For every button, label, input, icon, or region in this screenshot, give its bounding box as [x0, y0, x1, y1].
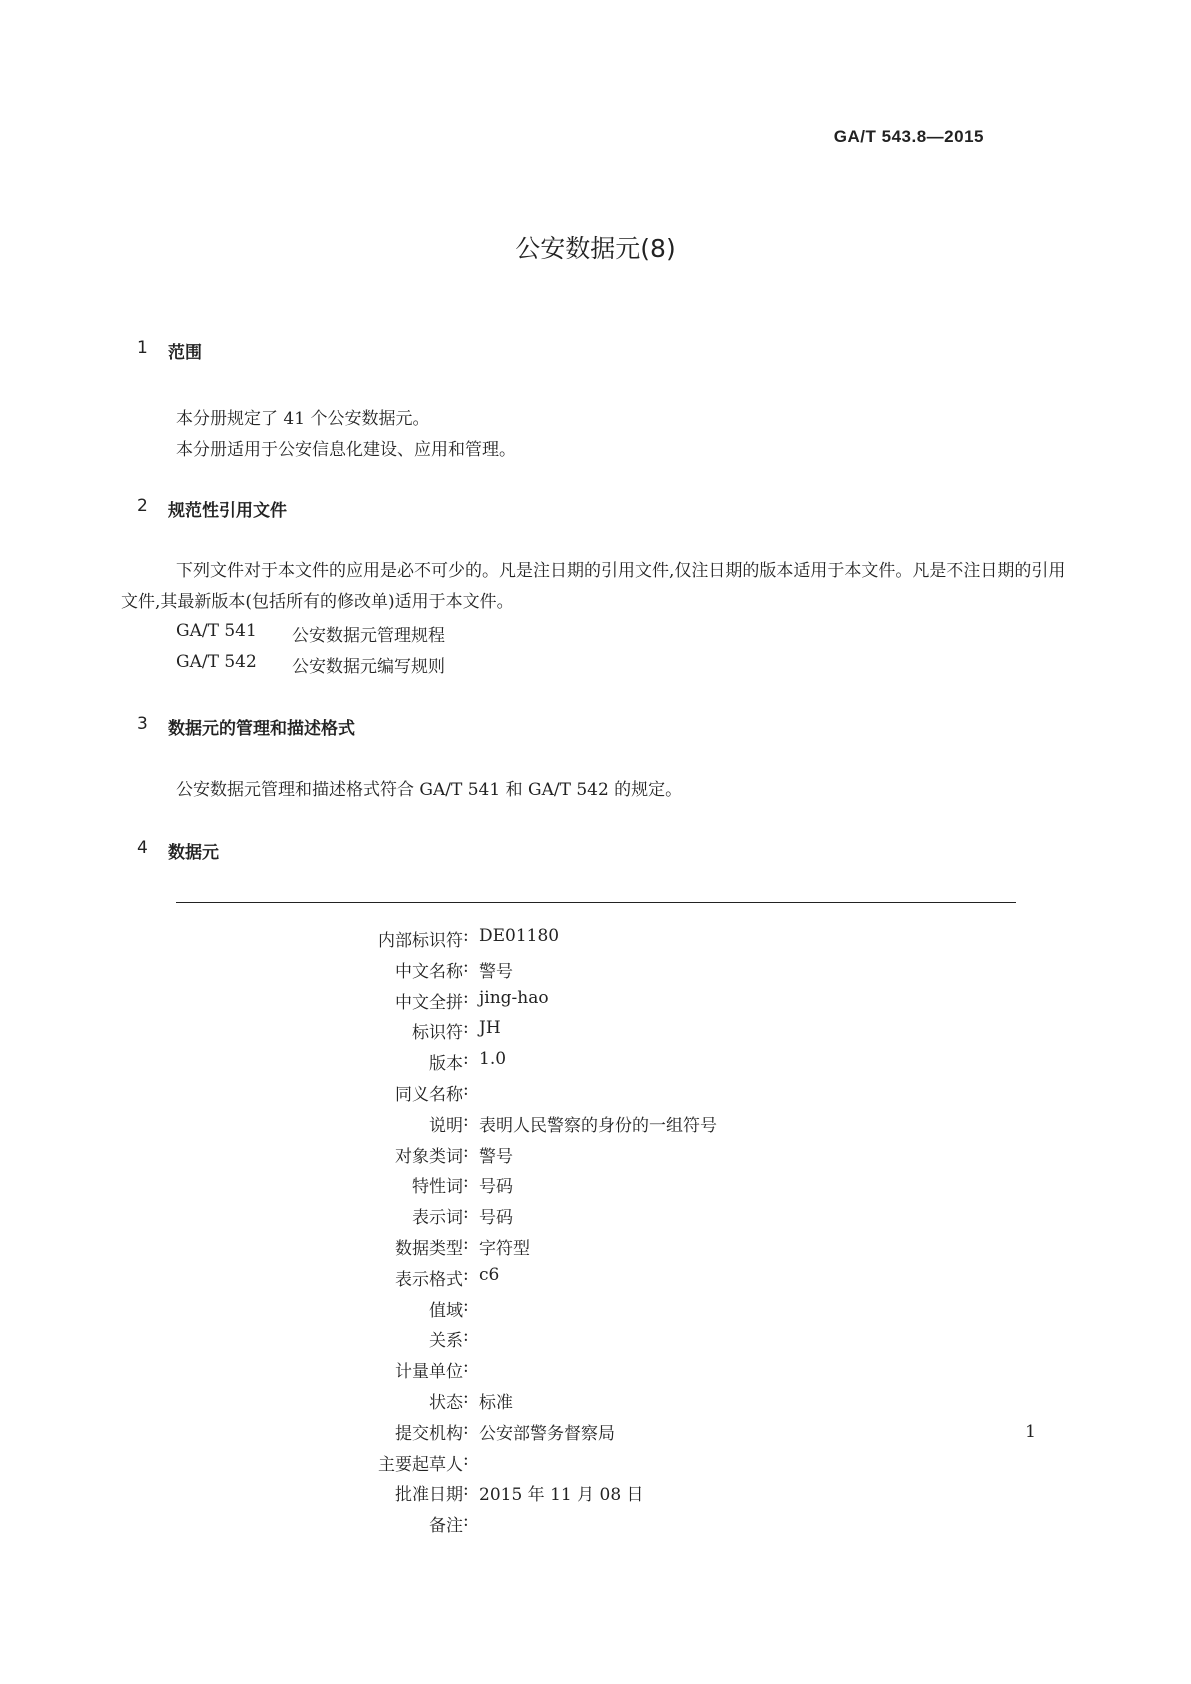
data-element-row [176, 1480, 1076, 1510]
data-element-row [176, 1265, 1076, 1295]
section-1-para-2: 本分册适用于公安信息化建设、应用和管理。 [176, 440, 516, 460]
reference-title: 公安数据元编写规则 [292, 657, 445, 677]
field-separator: : [463, 1264, 469, 1285]
section-1-number: 1 [137, 338, 148, 358]
field-label: 状态 [429, 1393, 463, 1413]
data-element-row [176, 1018, 1076, 1048]
data-element-row [176, 1326, 1076, 1356]
field-value: 号码 [479, 1177, 513, 1198]
section-3-title: 数据元的管理和描述格式 [168, 719, 355, 739]
field-label: 同义名称 [395, 1085, 463, 1105]
reference-id: GA/T 541 [176, 621, 257, 641]
field-separator: : [463, 1388, 469, 1408]
field-label: 中文名称 [395, 961, 463, 982]
data-element-row [176, 1080, 1076, 1110]
field-label: 对象类词 [395, 1146, 463, 1167]
field-value: 字符型 [479, 1239, 530, 1259]
data-element-row [176, 1357, 1076, 1387]
field-separator: : [463, 1049, 469, 1070]
field-value: c6 [479, 1264, 500, 1285]
field-separator: : [463, 1449, 469, 1470]
field-label: 标识符 [412, 1023, 463, 1044]
page-title: 公安数据元(8) [515, 234, 676, 263]
field-separator: : [463, 1018, 469, 1039]
field-label: 批准日期 [395, 1485, 463, 1506]
data-element-row [176, 1172, 1076, 1202]
field-label: 特性词 [412, 1177, 463, 1198]
data-element-row [176, 1234, 1076, 1264]
data-element-row [176, 1296, 1076, 1326]
data-element-divider [176, 902, 1016, 903]
field-label: 提交机构 [395, 1423, 463, 1444]
field-separator: : [463, 1295, 469, 1316]
field-separator: : [463, 926, 469, 946]
field-separator: : [463, 987, 469, 1008]
data-element-row [176, 1388, 1076, 1418]
field-value: 标准 [479, 1393, 513, 1413]
field-label: 值域 [429, 1300, 463, 1321]
field-separator: : [463, 1080, 469, 1100]
data-element-row [176, 1203, 1076, 1233]
field-value: 表明人民警察的身份的一组符号 [479, 1115, 717, 1136]
field-value: 公安部警务督察局 [479, 1423, 615, 1444]
field-separator: : [463, 1203, 469, 1224]
data-element-row [176, 926, 1076, 956]
data-element-row [176, 1511, 1076, 1541]
section-2-intro: 下列文件对于本文件的应用是必不可少的。凡是注日期的引用文件,仅注日期的版本适用于本文件。凡是不注日期的引用文件,其最新版本(包括所有的修改单)适用于本文件。 [121, 561, 1066, 612]
field-separator: : [463, 956, 469, 977]
field-label: 计量单位 [395, 1362, 463, 1383]
section-4-title: 数据元 [168, 843, 219, 863]
standard-code: GA/T 543.8—2015 [833, 127, 984, 146]
page-number: 1 [1025, 1422, 1036, 1442]
field-separator: : [463, 1141, 469, 1162]
field-separator: : [463, 1326, 469, 1347]
field-value: 号码 [479, 1208, 513, 1229]
data-element-row [176, 988, 1076, 1018]
field-separator: : [463, 1234, 469, 1254]
data-element-row [176, 1419, 1076, 1449]
section-3-para: 公安数据元管理和描述格式符合 GA/T 541 和 GA/T 542 的规定。 [176, 780, 683, 800]
reference-id: GA/T 542 [176, 652, 257, 672]
field-value: 2015 年 11 月 08 日 [479, 1485, 644, 1506]
field-label: 数据类型 [395, 1239, 463, 1259]
data-element-row [176, 1142, 1076, 1172]
field-label: 说明 [429, 1115, 463, 1136]
field-separator: : [463, 1172, 469, 1193]
field-value: 1.0 [479, 1049, 507, 1070]
section-3-number: 3 [137, 714, 148, 734]
field-value: 警号 [479, 961, 513, 982]
section-2-number: 2 [137, 496, 148, 516]
field-separator: : [463, 1511, 469, 1532]
field-separator: : [463, 1110, 469, 1131]
section-1-para-1: 本分册规定了 41 个公安数据元。 [176, 409, 430, 429]
field-separator: : [463, 1480, 469, 1501]
field-value: DE01180 [479, 926, 560, 946]
field-separator: : [463, 1418, 469, 1439]
field-separator: : [463, 1357, 469, 1378]
field-value: JH [479, 1018, 501, 1039]
field-label: 表示格式 [395, 1269, 463, 1290]
field-label: 中文全拼 [395, 992, 463, 1013]
data-element-row [176, 1450, 1076, 1480]
field-label: 内部标识符 [378, 931, 463, 951]
data-element-row [176, 1111, 1076, 1141]
field-label: 备注 [429, 1516, 463, 1537]
field-label: 主要起草人 [378, 1454, 463, 1475]
field-value: 警号 [479, 1146, 513, 1167]
data-element-row [176, 1049, 1076, 1079]
section-4-number: 4 [137, 838, 148, 858]
field-label: 表示词 [412, 1208, 463, 1229]
data-element-row [176, 957, 1076, 987]
section-2-title: 规范性引用文件 [168, 501, 287, 521]
field-label: 版本 [429, 1054, 463, 1075]
section-1-title: 范围 [168, 343, 202, 363]
field-label: 关系 [429, 1331, 463, 1352]
reference-title: 公安数据元管理规程 [292, 626, 445, 646]
field-value: jing-hao [479, 987, 549, 1008]
